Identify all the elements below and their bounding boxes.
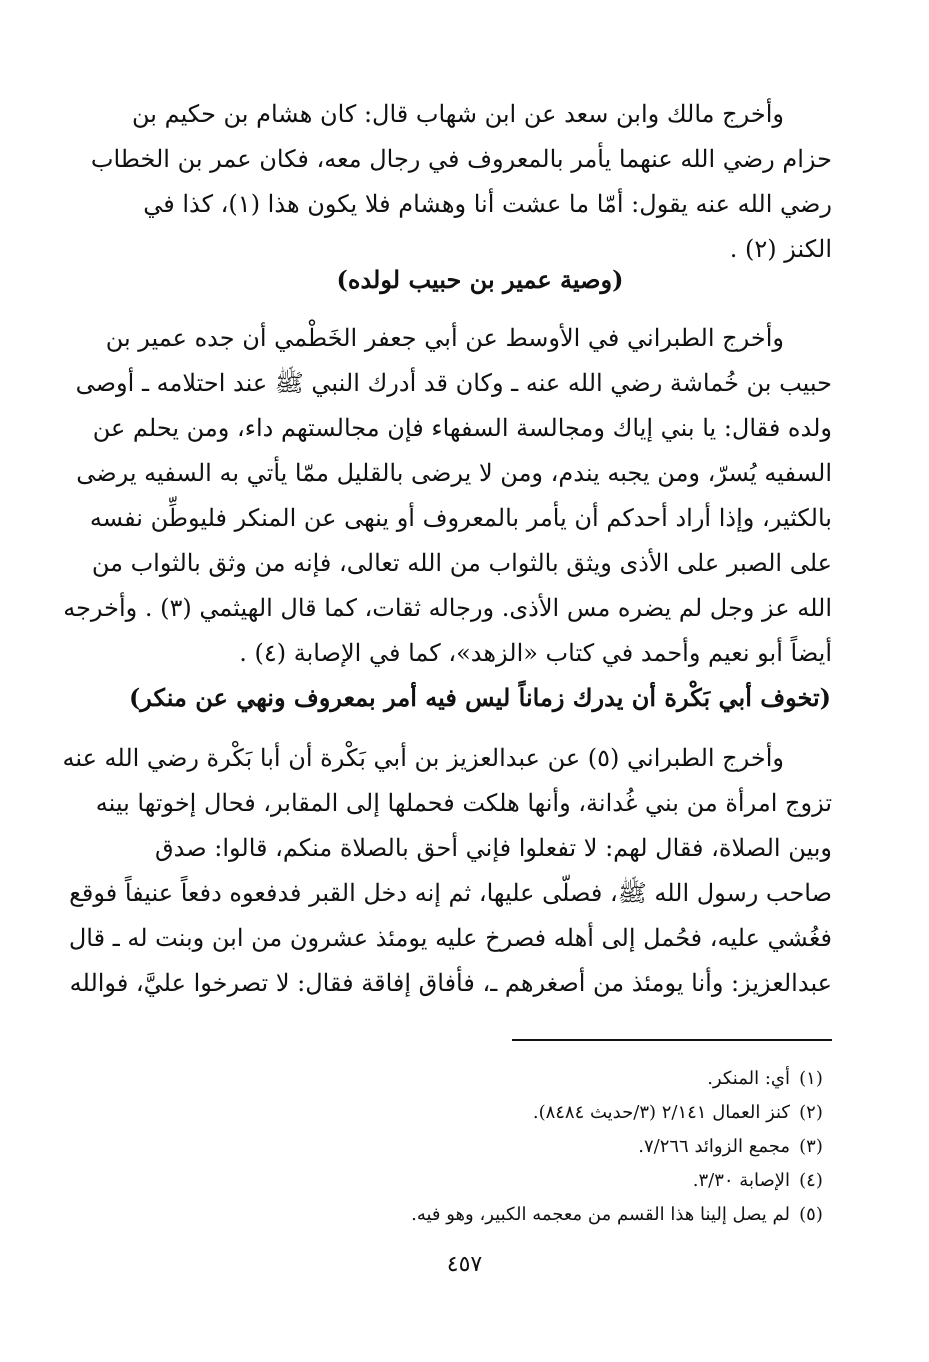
text-line: الله عز وجل لم يضره مس الأذى. ورجاله ثقات، كما قال الهيثمي (٣) . وأخرجه: [63, 594, 832, 622]
footnote-text: أي: المنكر.: [707, 1067, 790, 1089]
text-line: رضي الله عنه يقول: أمّا ما عشت أنا وهشام فلا يكون هذا (١)، كذا في: [143, 190, 832, 218]
text-line: وأخرج مالك وابن سعد عن ابن شهاب قال: كان هشام بن حكيم بن: [132, 100, 784, 128]
footnote-text: لم يصل إلينا هذا القسم من معجمه الكبير، وهو فيه.: [411, 1203, 790, 1225]
text-line: بالكثير، وإذا أراد أحدكم أن يأمر بالمعروف أو ينهى عن المنكر فليوطِّن نفسه: [89, 504, 832, 532]
text-line: على الصبر على الأذى ويثق بالثواب من الله تعالى، فإنه من وثق بالثواب من: [91, 549, 832, 577]
text-line: السفيه يُسرّ، ومن يجبه يندم، ومن لا يرضى بالقليل ممّا يأتي به السفيه يرضى: [76, 459, 832, 487]
footnote-item: [128, 1163, 832, 1197]
text-line: وأخرج الطبراني (٥) عن عبدالعزيز بن أبي بَكْرة أن أبا بَكْرة رضي الله عنه: [62, 744, 784, 772]
text-line: حزام رضي الله عنهما يأمر بالمعروف في رجال معه، فكان عمر بن الخطاب: [90, 145, 832, 173]
footnote-text: الإصابة ٣/٣٠.: [692, 1169, 790, 1191]
paragraph-abu-bakra: [62, 736, 832, 1006]
text-line: أيضاً أبو نعيم وأحمد في كتاب «الزهد»، كما في الإصابة (٤) .: [239, 639, 832, 667]
footnote-separator: [512, 1039, 832, 1041]
footnote-item: [128, 1061, 832, 1095]
footnote-item: [128, 1197, 832, 1231]
section-heading-abu-bakra: (تخوف أبي بَكْرة أن يدرك زماناً ليس فيه أمر بمعروف ونهي عن منكر): [128, 683, 832, 712]
text-line: ولده فقال: يا بني إياك ومجالسة السفهاء فإن مجالستهم داء، ومن يحلم عن: [92, 414, 832, 442]
footnote-number: (٥): [799, 1203, 823, 1225]
footnotes: [128, 1061, 832, 1231]
text-line: حبيب بن خُماشة رضي الله عنه ـ وكان قد أدرك النبي ﷺ عند احتلامه ـ أوصى: [75, 369, 832, 397]
footnote-number: (٢): [799, 1101, 823, 1123]
paragraph-umair-advice: [63, 316, 832, 676]
text-line: صاحب رسول الله ﷺ، فصلّى عليها، ثم إنه دخل القبر فدفعوه دفعاً عنيفاً فوقع: [69, 879, 832, 907]
footnote-number: (١): [799, 1067, 823, 1089]
text-line: عبدالعزيز: وأنا يومئذ من أصغرهم ـ، فأفاق إفاقة فقال: لا تصرخوا عليَّ، فوالله: [69, 969, 832, 997]
footnote-text: كنز العمال ٢/١٤١ (٣/حديث ٨٤٨٤).: [532, 1101, 790, 1123]
text-line: الكنز (٢) .: [729, 235, 832, 263]
footnote-number: (٣): [799, 1135, 823, 1157]
footnote-number: (٤): [799, 1169, 823, 1191]
section-heading-umair-advice: (وصية عمير بن حبيب لولده): [336, 265, 624, 294]
footnote-text: مجمع الزوائد ٧/٢٦٦.: [638, 1135, 790, 1157]
footnote-item: [128, 1129, 832, 1163]
text-line: تزوج امرأة من بني غُدانة، وأنها هلكت فحملها إلى المقابر، فحال إخوتها بينه: [95, 789, 832, 817]
footnote-item: [128, 1095, 832, 1129]
paragraph-malik-report: [90, 92, 832, 272]
text-line: فغُشي عليه، فحُمل إلى أهله فصرخ عليه يومئذ عشرون من ابن وبنت له ـ قال: [68, 924, 832, 952]
page-number: ٤٥٧: [446, 1252, 483, 1277]
text-line: وبين الصلاة، فقال لهم: لا تفعلوا فإني أحق بالصلاة منكم، قالوا: صدق: [155, 834, 832, 862]
text-line: وأخرج الطبراني في الأوسط عن أبي جعفر الخَطْمي أن جده عمير بن: [105, 324, 784, 352]
